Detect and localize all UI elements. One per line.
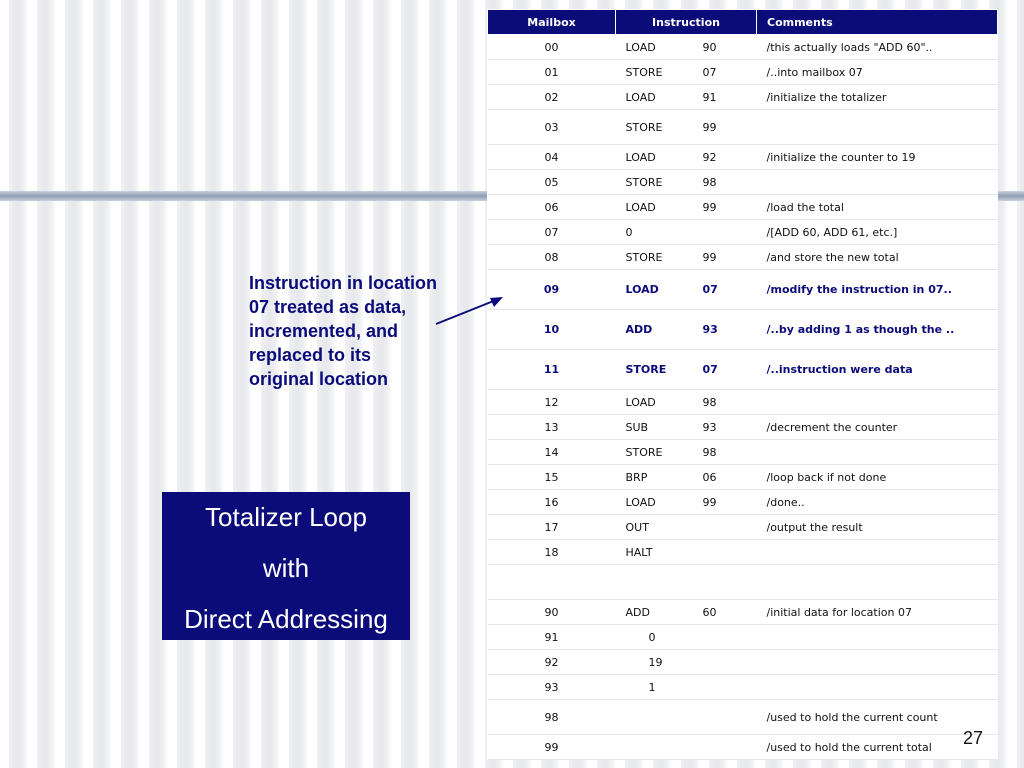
title-line-1: Totalizer Loop: [205, 502, 367, 532]
mailbox-cell: 92: [488, 650, 616, 675]
table-row: [488, 625, 998, 650]
opcode-cell: LOAD: [616, 85, 703, 110]
mailbox-cell: 17: [488, 515, 616, 540]
comment-cell: /output the result: [757, 515, 998, 540]
table-row: [488, 700, 998, 735]
mailbox-cell: 00: [488, 35, 616, 60]
mailbox-cell: 98: [488, 700, 616, 735]
comment-cell: [757, 540, 998, 565]
comment-cell: /done..: [757, 490, 998, 515]
table-row: [488, 490, 998, 515]
operand-cell: 60: [703, 600, 757, 625]
opcode-cell: STORE: [616, 110, 703, 145]
table-row: [488, 465, 998, 490]
opcode-cell: ADD: [616, 600, 703, 625]
table-spacer-row: [488, 565, 998, 600]
opcode-cell: BRP: [616, 465, 703, 490]
operand-cell: 93: [703, 415, 757, 440]
mailbox-cell: 11: [488, 350, 616, 390]
operand-cell: 99: [703, 245, 757, 270]
table-row-highlighted: [488, 310, 998, 350]
comment-cell: /initialize the totalizer: [757, 85, 998, 110]
table-row: [488, 675, 998, 700]
operand-cell: 90: [703, 35, 757, 60]
slide-title-box: [162, 492, 410, 640]
title-line-3: Direct Addressing: [184, 604, 388, 634]
opcode-cell: STORE: [616, 350, 703, 390]
comment-cell: /[ADD 60, ADD 61, etc.]: [757, 220, 998, 245]
comment-cell: /used to hold the current count: [757, 700, 998, 735]
comment-cell: /..into mailbox 07: [757, 60, 998, 85]
comment-cell: /..by adding 1 as though the ..: [757, 310, 998, 350]
table-row: [488, 220, 998, 245]
table-row-highlighted: [488, 350, 998, 390]
comment-cell: /initial data for location 07: [757, 600, 998, 625]
table-row: [488, 195, 998, 220]
mailbox-cell: 05: [488, 170, 616, 195]
operand-cell: [703, 515, 757, 540]
comment-cell: [757, 675, 998, 700]
annotation-note: Instruction in location 07 treated as data, incremented, and replaced to its original location: [249, 273, 437, 389]
mailbox-cell: 13: [488, 415, 616, 440]
table-row: [488, 110, 998, 145]
operand-cell: 93: [703, 310, 757, 350]
mailbox-cell: 03: [488, 110, 616, 145]
operand-cell: [703, 700, 757, 735]
mailbox-cell: 99: [488, 735, 616, 760]
comment-cell: /modify the instruction in 07..: [757, 270, 998, 310]
operand-cell: 99: [703, 490, 757, 515]
operand-cell: 07: [703, 60, 757, 85]
opcode-cell: LOAD: [616, 145, 703, 170]
opcode-cell: HALT: [616, 540, 703, 565]
table-row: [488, 85, 998, 110]
operand-cell: 06: [703, 465, 757, 490]
comment-cell: [757, 170, 998, 195]
table-row: [488, 170, 998, 195]
mailbox-cell: 01: [488, 60, 616, 85]
comment-cell: /load the total: [757, 195, 998, 220]
comment-cell: [757, 650, 998, 675]
table-row: [488, 415, 998, 440]
table-row: [488, 540, 998, 565]
comment-cell: /initialize the counter to 19: [757, 145, 998, 170]
operand-cell: 99: [703, 110, 757, 145]
mailbox-cell: 12: [488, 390, 616, 415]
table-row: [488, 650, 998, 675]
value-cell: 1: [616, 675, 757, 700]
operand-cell: 99: [703, 195, 757, 220]
table-header-row: [488, 10, 998, 35]
comment-cell: [757, 390, 998, 415]
opcode-cell: LOAD: [616, 195, 703, 220]
mailbox-cell: 14: [488, 440, 616, 465]
table-row: [488, 390, 998, 415]
operand-cell: 07: [703, 350, 757, 390]
opcode-cell: [616, 735, 703, 760]
opcode-cell: STORE: [616, 440, 703, 465]
opcode-cell: STORE: [616, 60, 703, 85]
mailbox-cell: 10: [488, 310, 616, 350]
comment-cell: /this actually loads "ADD 60"..: [757, 35, 998, 60]
table-row: [488, 600, 998, 625]
arrow-icon: [430, 290, 510, 330]
mailbox-cell: 16: [488, 490, 616, 515]
opcode-cell: LOAD: [616, 270, 703, 310]
opcode-cell: 0: [616, 220, 703, 245]
value-cell: 0: [616, 625, 757, 650]
operand-cell: [703, 540, 757, 565]
mailbox-cell: 18: [488, 540, 616, 565]
mailbox-cell: 06: [488, 195, 616, 220]
table-row: [488, 35, 998, 60]
mailbox-cell: 02: [488, 85, 616, 110]
comment-cell: /loop back if not done: [757, 465, 998, 490]
operand-cell: 98: [703, 440, 757, 465]
opcode-cell: STORE: [616, 245, 703, 270]
opcode-cell: [616, 700, 703, 735]
operand-cell: [703, 220, 757, 245]
mailbox-cell: 09: [488, 270, 616, 310]
title-line-2: with: [262, 553, 310, 583]
operand-cell: 91: [703, 85, 757, 110]
comment-cell: /..instruction were data: [757, 350, 998, 390]
value-cell: 19: [616, 650, 757, 675]
table-row: [488, 515, 998, 540]
program-table: [487, 9, 998, 760]
comment-cell: /used to hold the current total: [757, 735, 998, 760]
table-row: [488, 245, 998, 270]
mailbox-cell: 08: [488, 245, 616, 270]
opcode-cell: LOAD: [616, 490, 703, 515]
header-instruction: Instruction: [616, 10, 757, 35]
operand-cell: 92: [703, 145, 757, 170]
opcode-cell: LOAD: [616, 390, 703, 415]
comment-cell: /decrement the counter: [757, 415, 998, 440]
mailbox-cell: 90: [488, 600, 616, 625]
table-row: [488, 735, 998, 760]
opcode-cell: STORE: [616, 170, 703, 195]
comment-cell: /and store the new total: [757, 245, 998, 270]
comment-cell: [757, 440, 998, 465]
table-row-highlighted: [488, 270, 998, 310]
mailbox-cell: 04: [488, 145, 616, 170]
mailbox-cell: 15: [488, 465, 616, 490]
mailbox-cell: 91: [488, 625, 616, 650]
opcode-cell: SUB: [616, 415, 703, 440]
operand-cell: 98: [703, 170, 757, 195]
operand-cell: 07: [703, 270, 757, 310]
mailbox-cell: 93: [488, 675, 616, 700]
opcode-cell: LOAD: [616, 35, 703, 60]
comment-cell: [757, 625, 998, 650]
operand-cell: 98: [703, 390, 757, 415]
page-number: 27: [963, 728, 984, 748]
header-mailbox: Mailbox: [488, 10, 616, 35]
table-row: [488, 145, 998, 170]
table-row: [488, 440, 998, 465]
opcode-cell: ADD: [616, 310, 703, 350]
comment-cell: [757, 110, 998, 145]
opcode-cell: OUT: [616, 515, 703, 540]
operand-cell: [703, 735, 757, 760]
header-comments: Comments: [757, 10, 998, 35]
table-row: [488, 60, 998, 85]
mailbox-cell: 07: [488, 220, 616, 245]
